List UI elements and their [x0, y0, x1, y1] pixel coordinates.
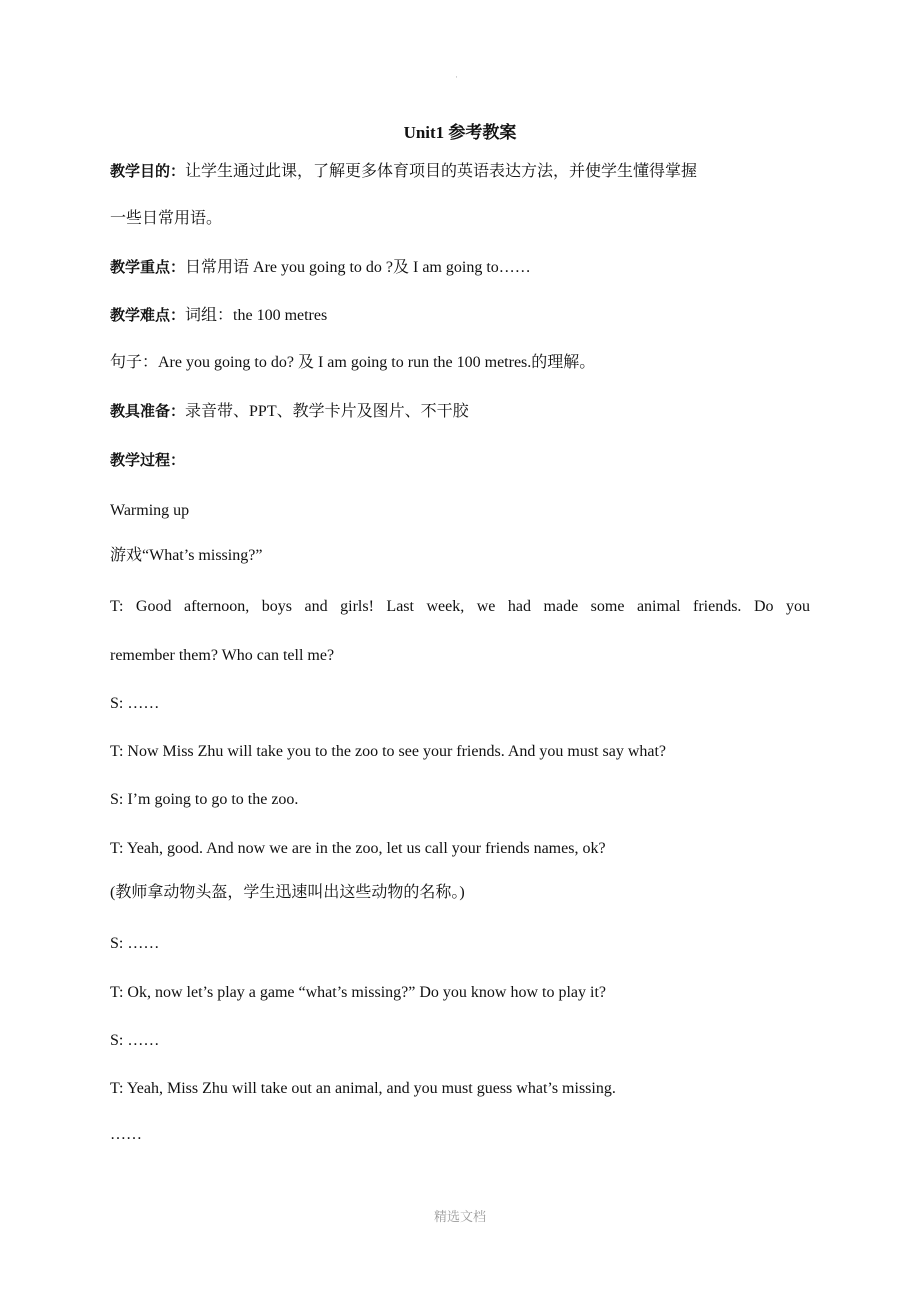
- materials-text: 录音带、PPT、教学卡片及图片、不干胶: [185, 403, 469, 420]
- body-line: T: Good afternoon, boys and girls! Last week, we had made some animal friends. Do you: [110, 598, 810, 615]
- body-line: ……: [110, 1126, 142, 1143]
- key-point-label: 教学重点：: [110, 258, 186, 276]
- body-line: S: I’m going to go to the zoo.: [110, 791, 299, 808]
- page-title: Unit1 参考教案: [403, 123, 517, 142]
- difficulty-line: [110, 304, 810, 327]
- body-line: T: Yeah, good. And now we are in the zoo, let us call your friends names, ok?: [110, 840, 606, 857]
- materials-line: [110, 400, 810, 423]
- key-point-text: 日常用语 Are you going to do ?及 I am going to……: [185, 259, 531, 276]
- process-label: 教学过程：: [110, 451, 186, 469]
- header-mark: ·: [455, 72, 458, 82]
- body-line: S: ……: [110, 1032, 160, 1049]
- page-footer: 精选文档: [433, 1210, 486, 1225]
- materials-label: 教具准备：: [110, 402, 186, 420]
- body-line: (教师拿动物头盔，学生迅速叫出这些动物的名称。): [110, 884, 465, 901]
- objective-label: 教学目的：: [110, 162, 186, 180]
- body-line: 游戏“What’s missing?”: [110, 547, 263, 564]
- difficulty-label: 教学难点：: [110, 306, 186, 324]
- body-line: T: Yeah, Miss Zhu will take out an animal, and you must guess what’s missing.: [110, 1080, 616, 1097]
- objective-line: [110, 160, 810, 183]
- key-point-line: [110, 256, 810, 279]
- body-line: Warming up: [110, 502, 190, 519]
- body-line: S: ……: [110, 935, 160, 952]
- body-line: T: Now Miss Zhu will take you to the zoo to see your friends. And you must say what?: [110, 743, 667, 760]
- objective-text: 让学生通过此课，了解更多体育项目的英语表达方法，并使学生懂得掌握: [185, 163, 698, 180]
- objective-continuation: 一些日常用语。: [110, 210, 223, 227]
- body-line: T: Ok, now let’s play a game “what’s missing?” Do you know how to play it?: [110, 984, 607, 1001]
- sentence-line: 句子：Are you going to do? 及 I am going to run the 100 metres.的理解。: [110, 354, 596, 371]
- process-heading: [110, 449, 810, 472]
- body-line: S: ……: [110, 695, 160, 712]
- body-line: remember them? Who can tell me?: [110, 647, 335, 664]
- difficulty-text: 词组：the 100 metres: [185, 307, 328, 324]
